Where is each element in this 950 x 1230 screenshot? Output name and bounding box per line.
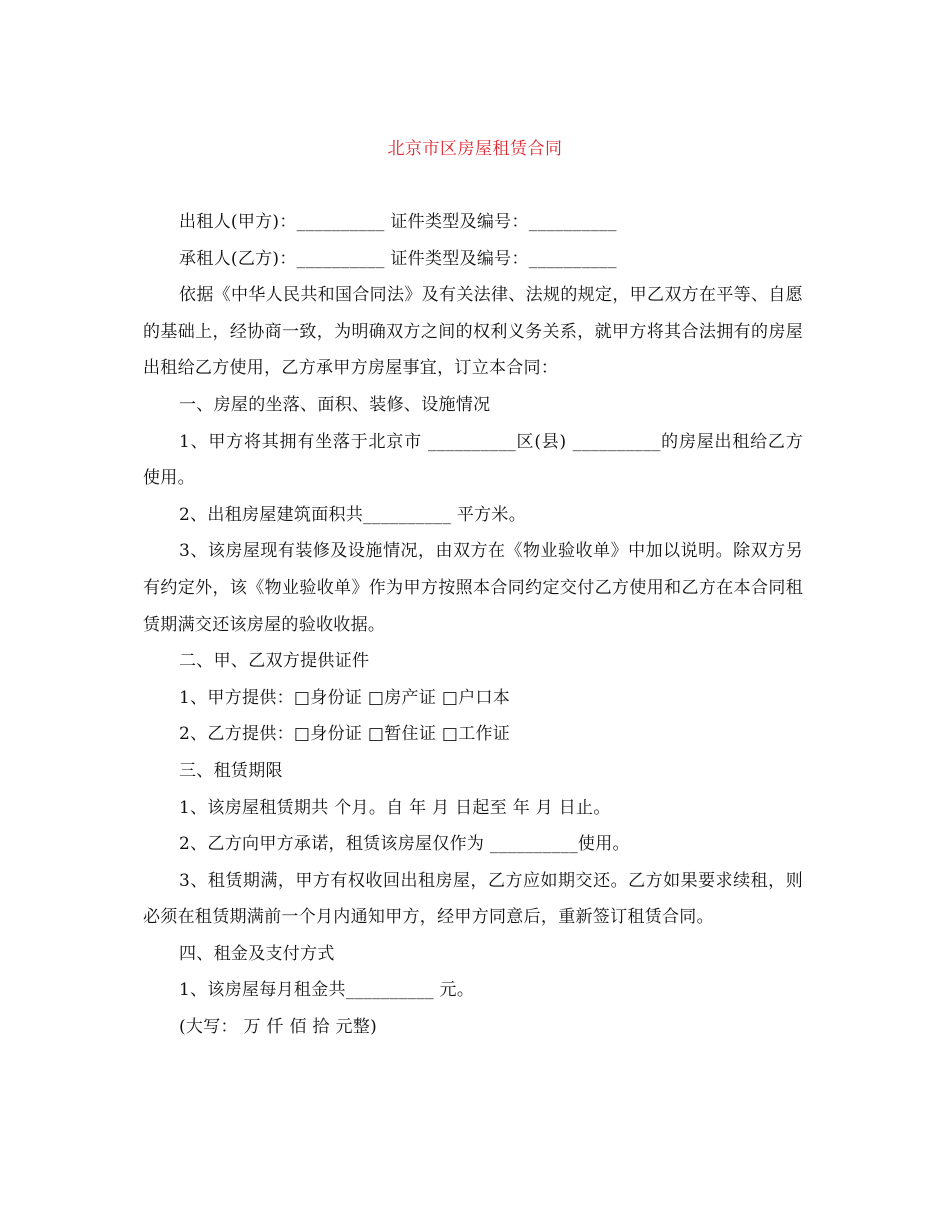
clause-2-1: 1、甲方提供：□身份证 □房产证 □户口本 bbox=[179, 687, 511, 708]
section-heading-2: 二、甲、乙双方提供证件 bbox=[179, 651, 370, 672]
clause-1-2: 2、出租房屋建筑面积共__________ 平方米。 bbox=[179, 504, 527, 525]
clause-4-1-uppercase: (大写： 万 仟 佰 拾 元整) bbox=[179, 1017, 378, 1038]
clause-3-3: 3、租赁期满，甲方有权收回出租房屋，乙方应如期交还。乙方如果要求续租，则必须在租赁期满前一个月内通知甲方，经甲方同意后，重新签订租赁合同。 bbox=[143, 870, 803, 928]
document-body bbox=[143, 204, 803, 1046]
clause-1-3: 3、该房屋现有装修及设施情况，由双方在《物业验收单》中加以说明。除双方另有约定外，该《物业验收单》作为甲方按照本合同约定交付乙方使用和乙方在本合同租赁期满交还该房屋的验收收据。 bbox=[143, 541, 803, 635]
clause-3-1: 1、该房屋租赁期共 个月。自 年 月 日起至 年 月 日止。 bbox=[179, 797, 611, 818]
clause-2-2: 2、乙方提供：□身份证 □暂住证 □工作证 bbox=[179, 724, 511, 745]
section-heading-1: 一、房屋的坐落、面积、装修、设施情况 bbox=[179, 394, 491, 415]
clause-1-1: 1、甲方将其拥有坐落于北京市 __________区(县) __________的房屋出租给乙方使用。 bbox=[143, 431, 803, 489]
lessor-line: 出租人(甲方)：__________ 证件类型及编号：__________ bbox=[179, 212, 617, 232]
section-heading-4: 四、租金及支付方式 bbox=[179, 943, 335, 964]
document-title: 北京市区房屋租赁合同 bbox=[387, 139, 563, 159]
preamble-paragraph: 依据《中华人民共和国合同法》及有关法律、法规的规定，甲乙双方在平等、自愿的基础上，经协商一致，为明确双方之间的权利义务关系，就甲方将其合法拥有的房屋出租给乙方使用，乙方承甲方房屋事宜，订立本合同： bbox=[143, 285, 803, 379]
clause-3-2: 2、乙方向甲方承诺，租赁该房屋仅作为 __________使用。 bbox=[179, 834, 630, 855]
section-heading-3: 三、租赁期限 bbox=[179, 760, 283, 781]
clause-4-1: 1、该房屋每月租金共__________ 元。 bbox=[179, 980, 475, 1001]
lessee-line: 承租人(乙方)：__________ 证件类型及编号：__________ bbox=[179, 248, 617, 269]
